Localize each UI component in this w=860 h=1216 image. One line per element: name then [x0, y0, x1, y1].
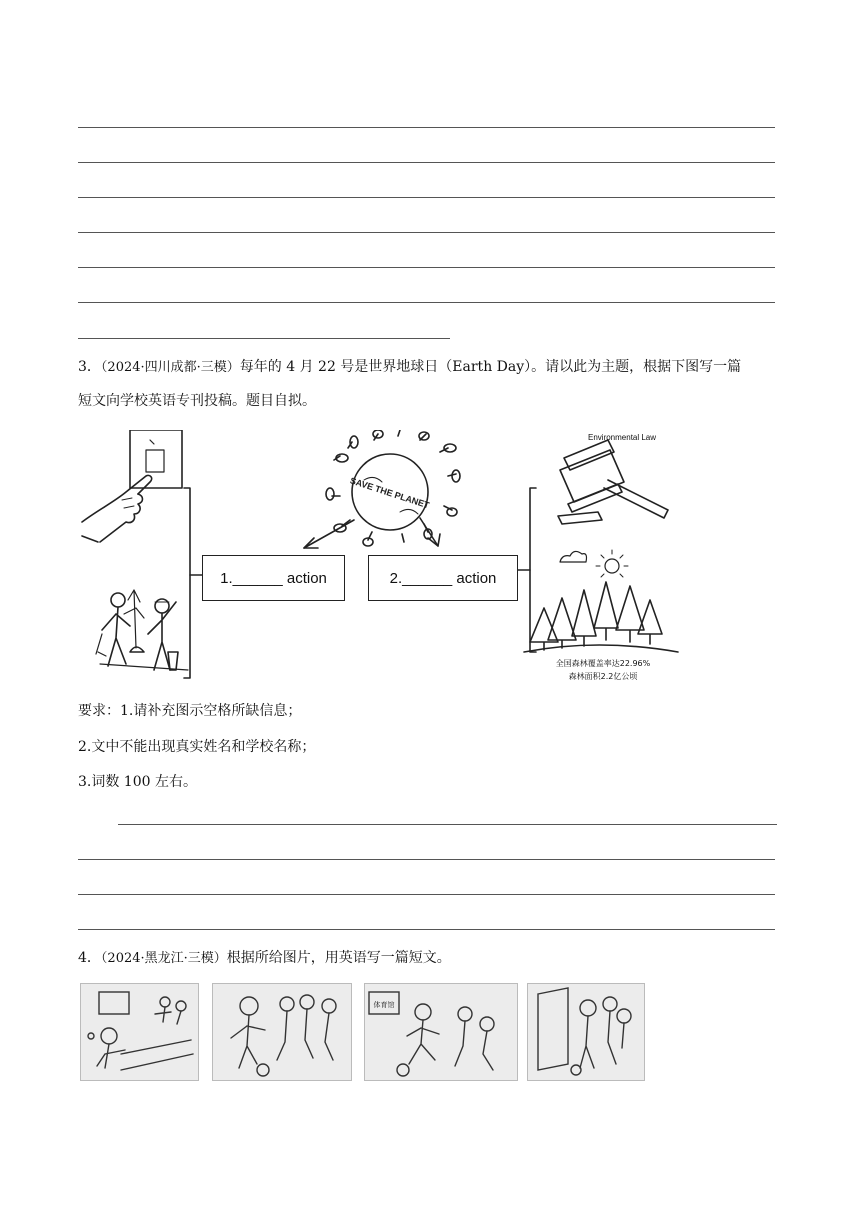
answer-line: [78, 197, 775, 198]
box2-number: 2.: [389, 569, 403, 587]
question-3-line-1: [78, 357, 741, 378]
requirement-1: 要求：1.请补充图示空格所缺信息；: [78, 703, 302, 719]
hand-icon: [82, 475, 152, 542]
action-box-1: [202, 555, 345, 601]
gavel-icon: [558, 440, 668, 524]
answer-line: [78, 267, 775, 268]
planting-people-icon: [96, 590, 188, 670]
question-prompt: 每年的 4 月 22 号是世界地球日（Earth Day）。请以此为主题，根据下图写一篇: [239, 359, 742, 375]
question-3-line-2: [78, 391, 316, 411]
light-switch-icon: [130, 430, 182, 488]
answer-line: [78, 127, 775, 128]
answer-line: [78, 894, 775, 895]
requirement-3: 3.词数 100 左右。: [78, 774, 197, 790]
answer-line: [78, 338, 450, 339]
forest-caption-2: 森林面积2.2亿公顷: [568, 672, 638, 681]
question-4-line: [78, 948, 451, 969]
question-source: （2024·黑龙江·三模）: [100, 951, 227, 966]
arrow-right-icon: [420, 518, 440, 546]
box2-word: action: [456, 569, 497, 587]
panel3-sign: 体育馆: [373, 1001, 395, 1009]
forest-caption-1: 全国森林覆盖率达22.96%: [555, 659, 651, 668]
answer-line: [78, 302, 775, 303]
action-box-2: [368, 555, 518, 601]
question-source: （2024·四川成都·三模）: [100, 360, 240, 375]
earth-day-diagram: [78, 430, 688, 685]
question-prompt-cont: 短文向学校英语专刊投稿。题目自拟。: [78, 393, 316, 409]
question-number: 3．: [78, 359, 101, 375]
question-number: 4．: [78, 950, 101, 966]
left-bracket: [184, 488, 202, 678]
picture-panel-1: [80, 983, 199, 1081]
answer-line: [78, 162, 775, 163]
boys-together-icon: [528, 984, 644, 1080]
globe-text: SAVE THE PLANET: [348, 475, 431, 511]
box2-blank: ______: [402, 569, 453, 587]
answer-line: [78, 929, 775, 930]
forest-scene-icon: [524, 550, 678, 652]
question-prompt: 根据所给图片，用英语写一篇短文。: [226, 950, 451, 966]
boys-running-with-ball-icon: [365, 984, 517, 1080]
box1-blank: ______: [232, 569, 283, 587]
answer-line: [118, 824, 777, 825]
boy-at-sign-icon: [81, 984, 198, 1080]
requirement-2: 2.文中不能出现真实姓名和学校名称；: [78, 739, 316, 755]
arrow-left-icon: [304, 520, 354, 548]
law-label: Environmental Law: [588, 433, 657, 442]
answer-line: [78, 859, 775, 860]
box1-word: action: [286, 569, 327, 587]
picture-panel-2: [212, 983, 352, 1081]
picture-panel-3: [364, 983, 518, 1081]
picture-panel-4: [527, 983, 645, 1081]
answer-line: [78, 232, 775, 233]
box1-number: 1.: [220, 569, 233, 587]
right-bracket: [518, 488, 536, 652]
boys-playing-football-icon: [213, 984, 351, 1080]
